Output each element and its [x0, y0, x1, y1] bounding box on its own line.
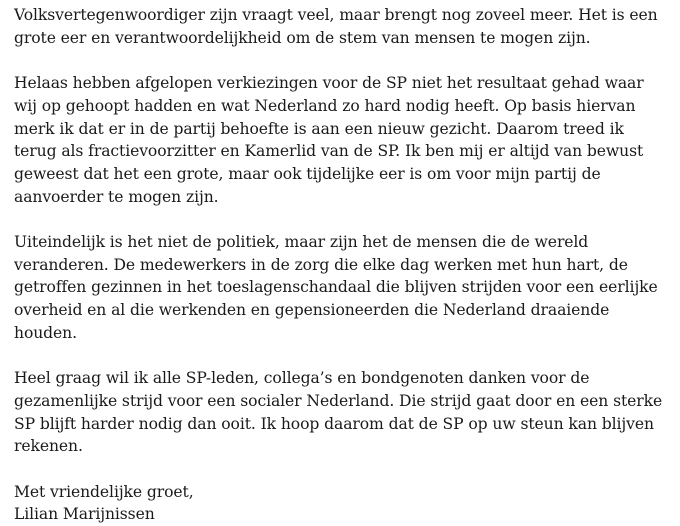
paragraph-thanks — [14, 367, 678, 458]
text-line: Heel graag wil ik alle SP-leden, collega’s en bondgenoten danken voor de — [14, 369, 590, 388]
text-line: aanvoerder te mogen zijn. — [14, 187, 219, 206]
text-line: Helaas hebben afgelopen verkiezingen voor de SP niet het resultaat gehad waar — [14, 74, 644, 93]
paragraph-resignation — [14, 72, 678, 208]
text-line: geweest dat het een grote, maar ook tijdelijke eer is om voor mijn partij de — [14, 164, 601, 183]
text-line: Uiteindelijk is het niet de politiek, maar zijn het de mensen die de wereld — [14, 233, 589, 251]
text-line: grote eer en verantwoordelijkheid om de stem van mensen te mogen zijn. — [14, 28, 591, 47]
text-line: gezamenlijke strijd voor een socialer Nederland. Die strijd gaat door en een sterke — [14, 391, 663, 410]
text-line: terug als fractievoorzitter en Kamerlid van de SP. Ik ben mij er altijd van bewust — [14, 142, 644, 161]
text-line: SP blijft harder nodig dan ooit. Ik hoop daarom dat de SP op uw steun kan blijven — [14, 414, 654, 433]
text-line: getroffen gezinnen in het toeslagenschandaal die blijven strijden voor een eerlijke — [14, 278, 658, 297]
paragraph-people — [14, 231, 678, 345]
text-line: houden. — [14, 323, 77, 342]
text-line: overheid en al die werkenden en gepensioneerden die Nederland draaiende — [14, 301, 610, 320]
text-line: Volksvertegenwoordiger zijn vraagt veel, maar brengt nog zoveel meer. Het is een — [14, 6, 658, 24]
paragraph-intro — [14, 4, 678, 49]
sign-off — [14, 481, 678, 526]
text-line: veranderen. De medewerkers in de zorg die elke dag werken met hun hart, de — [14, 255, 628, 274]
letter-body — [14, 4, 678, 526]
text-line: rekenen. — [14, 437, 83, 456]
text-line: merk ik dat er in de partij behoefte is aan een nieuw gezicht. Daarom treed ik — [14, 119, 624, 138]
text-line: wij op gehoopt hadden en wat Nederland zo hard nodig heeft. Op basis hiervan — [14, 96, 636, 115]
closing-line: Met vriendelijke groet, — [14, 482, 194, 501]
signature-name: Lilian Marijnissen — [14, 505, 155, 524]
